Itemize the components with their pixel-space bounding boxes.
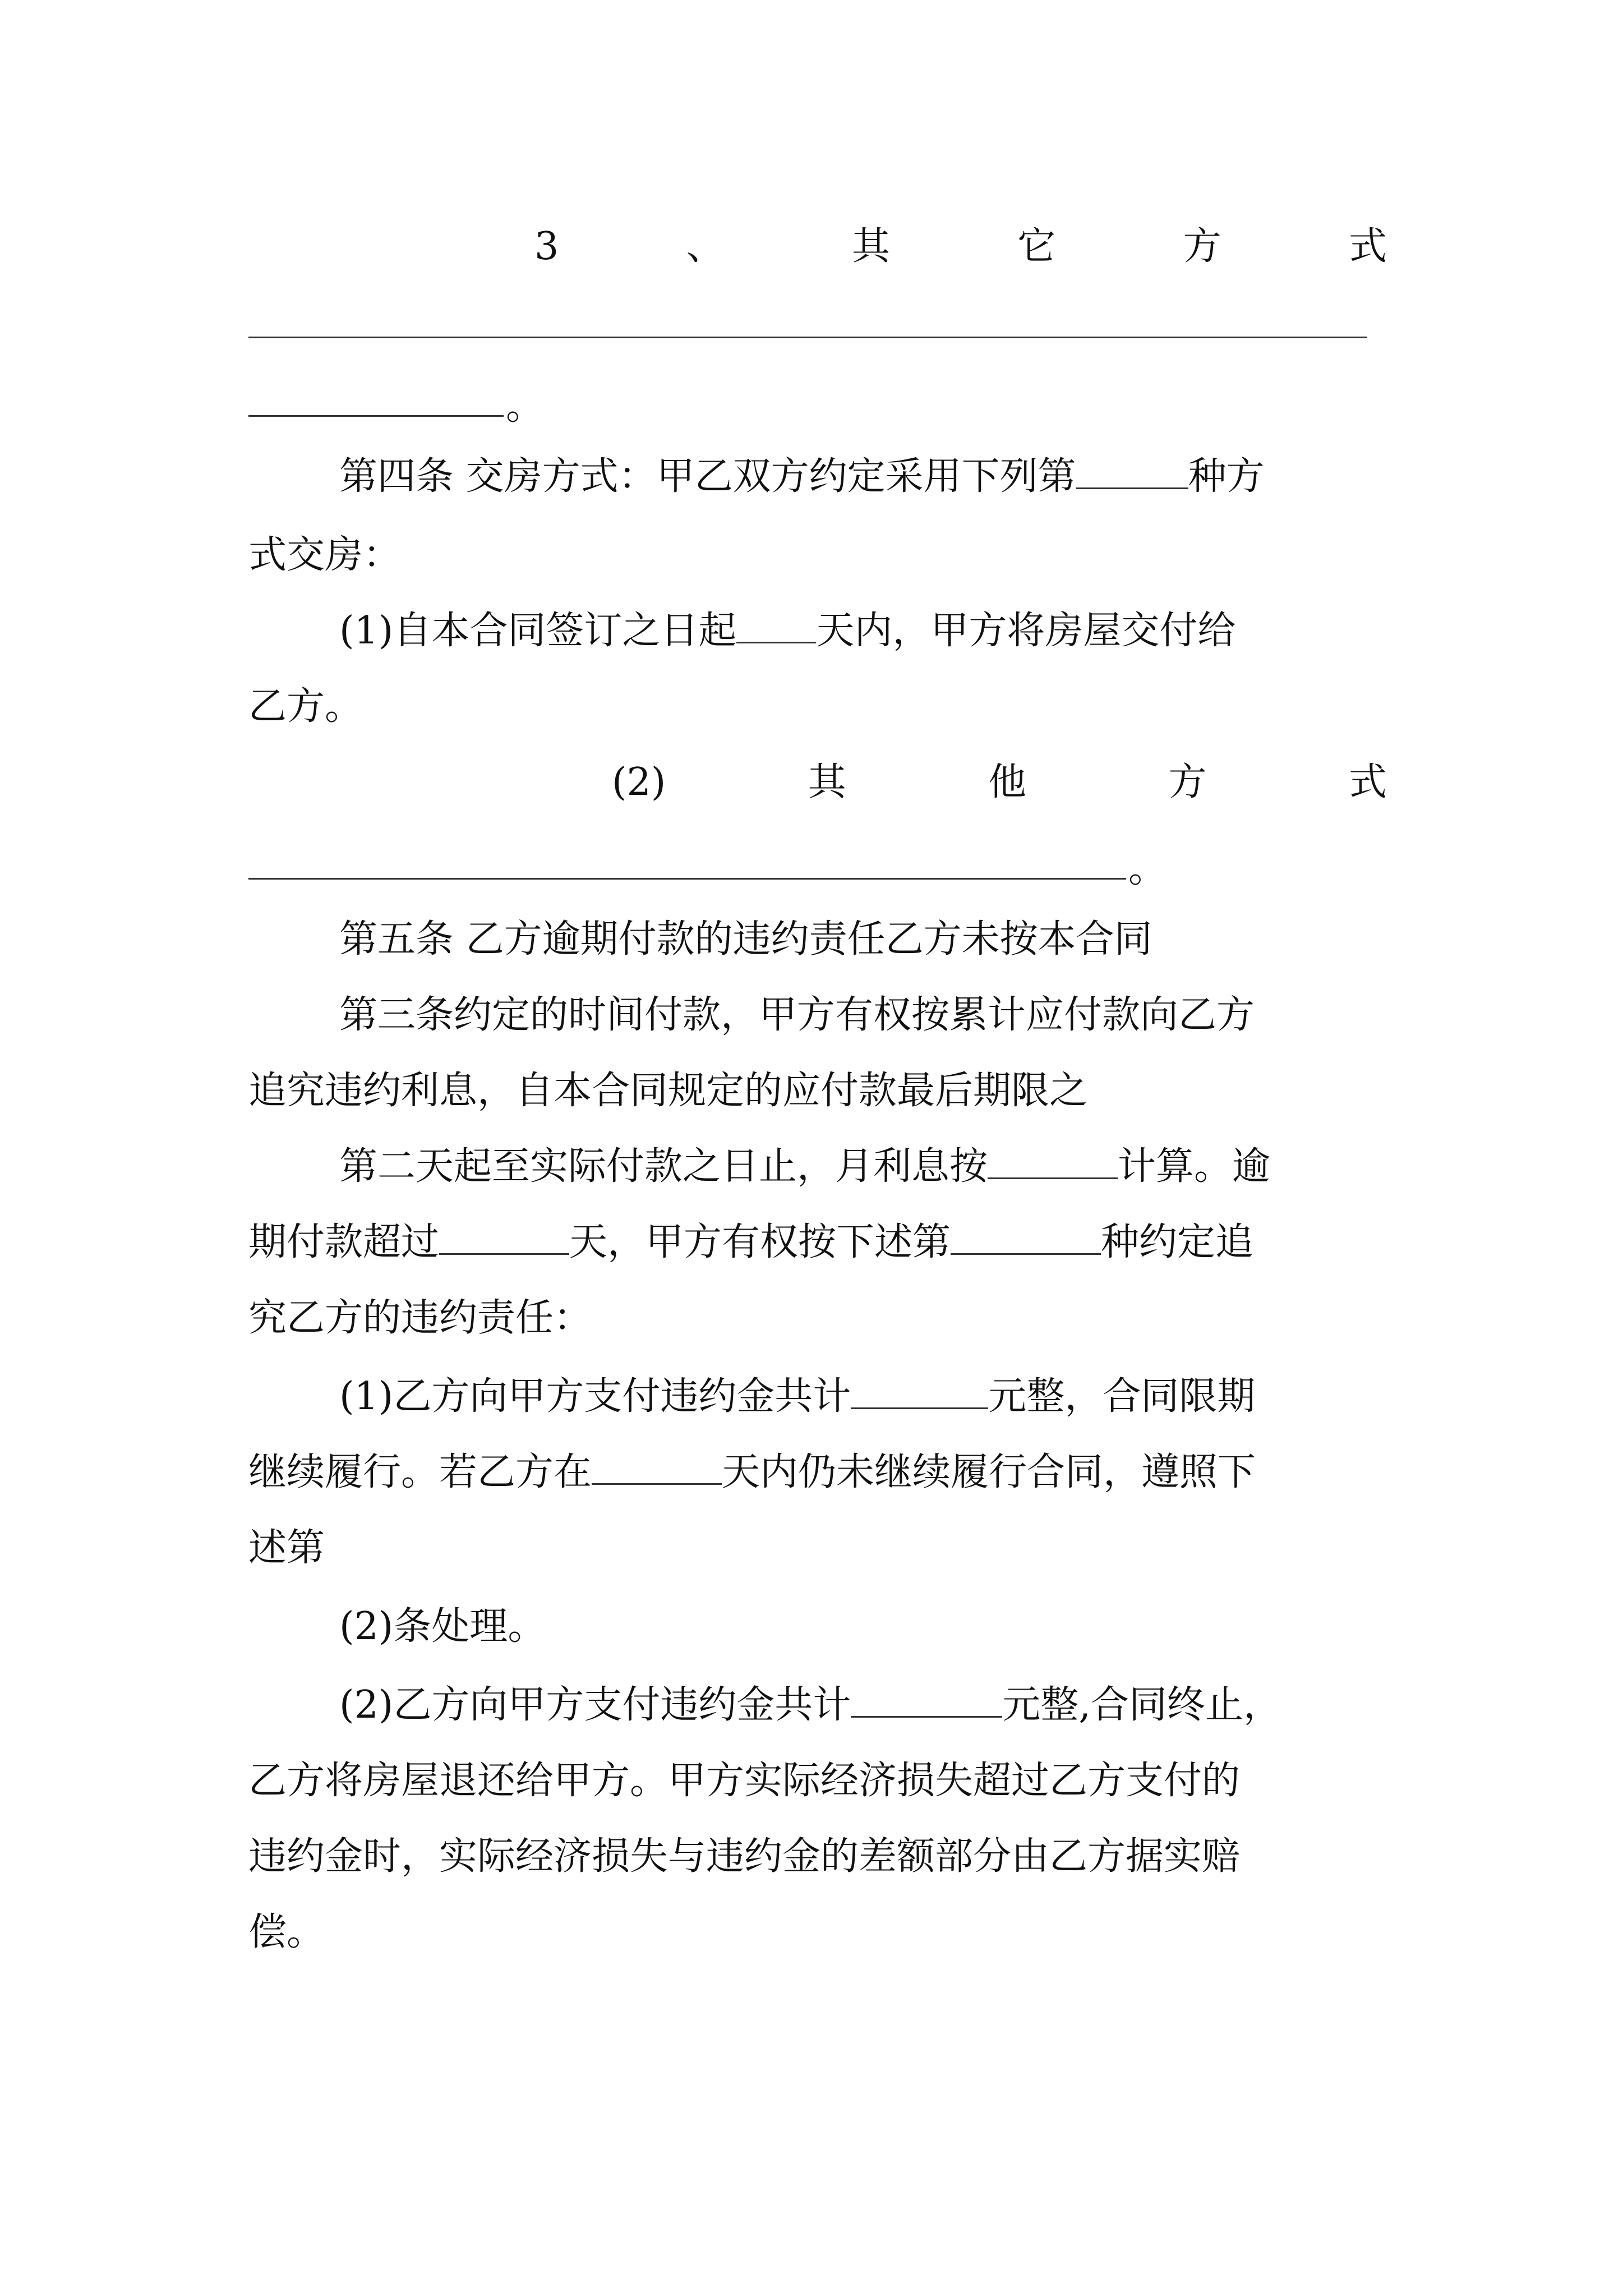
blank-line bbox=[851, 1374, 988, 1409]
article-4: 第四条 交房方式：甲乙双方约定采用下列第 种方 bbox=[339, 454, 1265, 499]
blank-line bbox=[736, 608, 816, 643]
item-2-number: (2) bbox=[612, 760, 666, 804]
item-3-char: 式 bbox=[1348, 224, 1387, 269]
article-5-line-6: 究乙方的违约责任： bbox=[248, 1296, 592, 1340]
blank-line bbox=[988, 1144, 1118, 1179]
fill-in-line bbox=[248, 878, 1126, 880]
article-4-item-2 bbox=[248, 752, 1387, 813]
article-5-line-2: 第三条约定的时间付款，甲方有权按累计应付款向乙方 bbox=[339, 993, 1255, 1037]
item-2-char: 其 bbox=[808, 760, 846, 804]
article-5-line-3: 追究违约利息，自本合同规定的应付款最后期限之 bbox=[248, 1069, 1088, 1113]
article-5-item-1: (1)乙方向甲方支付违约金共计 元整，合同限期 bbox=[339, 1374, 1256, 1419]
fill-in-line bbox=[248, 415, 504, 417]
article-5-item-2-line-3: 违约金时，实际经济损失与违约金的差额部分由乙方据实赔 bbox=[248, 1834, 1241, 1879]
item-2-char: 方 bbox=[1168, 760, 1207, 804]
article-5-item-2: (2)乙方向甲方支付违约金共计 元整,合同终止， bbox=[339, 1683, 1281, 1727]
item-2-char: 他 bbox=[988, 760, 1027, 804]
article-4-item-1: (1)自本合同签订之日起 天内，甲方将房屋交付给 bbox=[339, 609, 1236, 653]
article-5-line-1: 第五条 乙方逾期付款的违约责任乙方未按本合同 bbox=[339, 917, 1152, 961]
article-5-item-1-line-4: (2)条处理。 bbox=[339, 1604, 546, 1649]
item-3-char: 方 bbox=[1183, 224, 1221, 269]
article-5-item-2-line-2: 乙方将房屋退还给甲方。甲方实际经济损失超过乙方支付的 bbox=[248, 1759, 1241, 1803]
article-4-item-1-cont: 乙方。 bbox=[248, 684, 363, 729]
item-2-char: 式 bbox=[1348, 760, 1387, 804]
article-5-item-1-line-2: 继续履行。若乙方在 天内仍未继续履行合同，遵照下 bbox=[248, 1450, 1256, 1494]
item-3-heading bbox=[248, 216, 1387, 278]
article-4-cont: 式交房： bbox=[248, 533, 402, 577]
article-5-line-5: 期付款超过 天，甲方有权按下述第 种约定追 bbox=[248, 1220, 1254, 1264]
blank-line bbox=[851, 1682, 1002, 1718]
blank-line bbox=[592, 1450, 722, 1485]
item-3-number: 3 bbox=[534, 224, 559, 269]
item-3-separator: 、 bbox=[686, 224, 725, 269]
article-5-line-4: 第二天起至实际付款之日止，月利息按 计算。逾 bbox=[339, 1144, 1271, 1189]
blank-line bbox=[439, 1220, 569, 1255]
item-3-char: 其 bbox=[851, 224, 890, 269]
blank-line bbox=[951, 1220, 1101, 1255]
article-5-item-2-line-4: 偿。 bbox=[248, 1910, 325, 1954]
article-5-item-1-line-3: 述第 bbox=[248, 1526, 325, 1570]
fill-in-line bbox=[248, 337, 1367, 338]
item-3-char: 它 bbox=[1017, 224, 1056, 269]
item-2-end: 。 bbox=[1128, 847, 1167, 891]
blank-line bbox=[1076, 454, 1188, 489]
item-3-end: 。 bbox=[506, 384, 545, 429]
